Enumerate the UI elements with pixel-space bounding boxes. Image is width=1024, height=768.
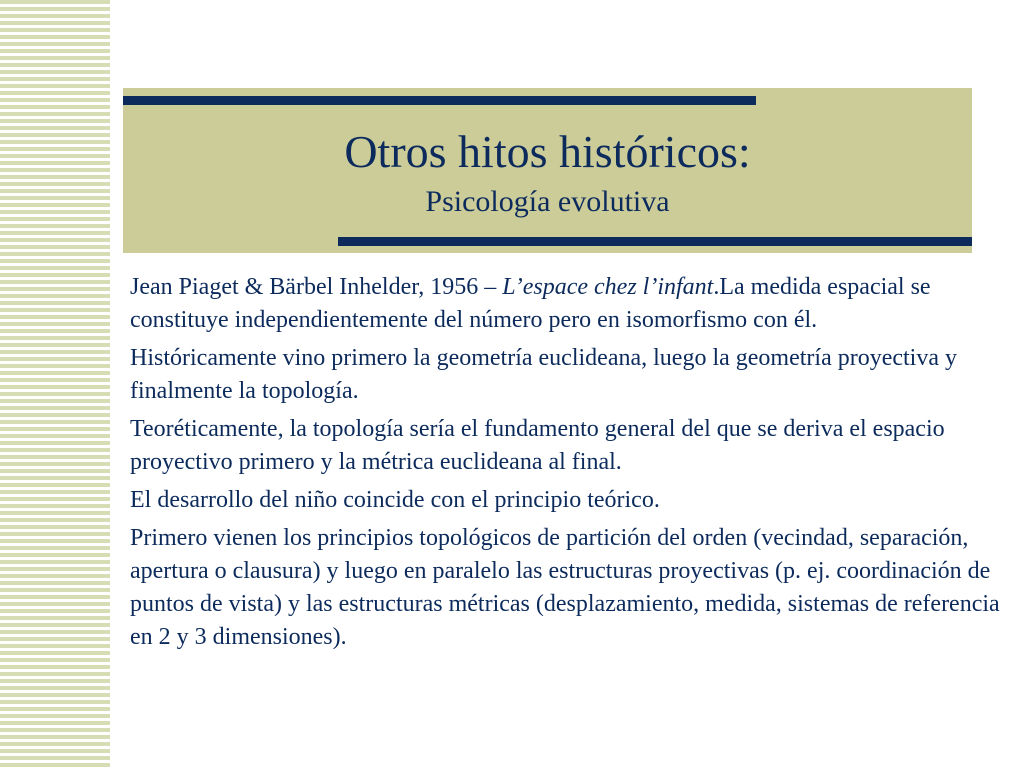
slide-subtitle: Psicología evolutiva: [425, 185, 670, 218]
title-rule-bottom: [338, 237, 972, 246]
paragraph-desarrollo: El desarrollo del niño coincide con el principio teórico.: [130, 487, 660, 513]
slide-body: [130, 271, 1020, 659]
left-stripe-decoration: [0, 0, 110, 768]
paragraph-piaget: [130, 271, 1020, 337]
paragraph-historico: Históricamente vino primero la geometría euclideana, luego la geometría proyectiva y finalmente la topología.: [130, 345, 958, 404]
paragraph-lead: Jean Piaget & Bärbel Inhelder, 1956 –: [130, 274, 503, 300]
book-title: L’espace chez l’infant: [502, 274, 714, 300]
title-rule-top: [123, 96, 756, 105]
paragraph-rest: .La medida espacial se constituye independientemente del número pero en isomorfismo con él.: [130, 274, 931, 333]
slide-title: Otros hitos históricos:: [344, 126, 751, 177]
paragraph-principios: Primero vienen los principios topológicos de partición del orden (vecindad, separación, apertura o clausura) y luego en paralelo las estructuras proyectivas (p. ej. coordinación de puntos de vista) y las estructuras métricas (desplazamiento, medida, sistemas de referencia en 2 y 3 dimensiones).: [130, 525, 1000, 650]
paragraph-teoretico: Teoréticamente, la topología sería el fundamento general del que se deriva el espacio proyectivo primero y la métrica euclideana al final.: [130, 416, 945, 475]
